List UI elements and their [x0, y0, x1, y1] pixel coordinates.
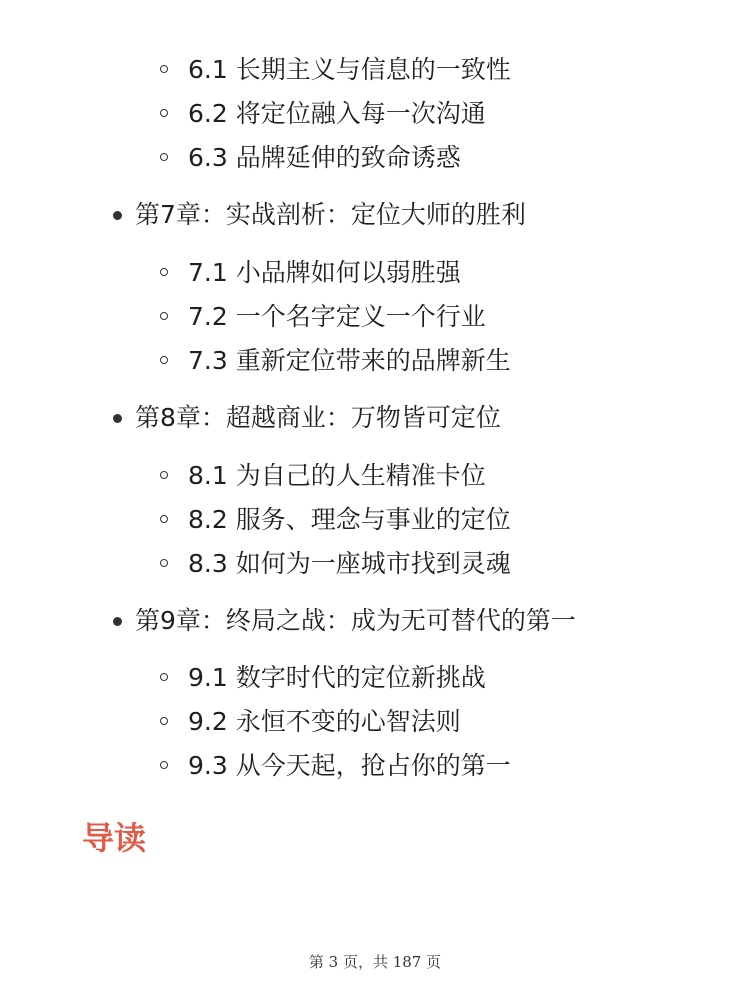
hollow-bullet-icon: [160, 515, 168, 523]
page-number-footer: 第 3 页，共 187 页: [308, 953, 442, 971]
toc-subitem-label: 7.1 小品牌如何以弱胜强: [188, 258, 461, 287]
hollow-bullet-icon: [160, 312, 168, 320]
toc-subitem-label: 7.3 重新定位带来的品牌新生: [188, 346, 511, 375]
toc-subitem-label: 7.2 一个名字定义一个行业: [188, 302, 486, 331]
toc-subitem-label: 6.1 长期主义与信息的一致性: [188, 55, 511, 84]
hollow-bullet-icon: [160, 65, 168, 73]
toc-subitem-label: 8.2 服务、理念与事业的定位: [188, 505, 511, 534]
toc-subitem-label: 9.2 永恒不变的心智法则: [188, 707, 461, 736]
hollow-bullet-icon: [160, 153, 168, 161]
chapter-title: 第8章：超越商业：万物皆可定位: [135, 403, 501, 432]
filled-bullet-icon: [113, 414, 122, 423]
filled-bullet-icon: [113, 617, 122, 626]
hollow-bullet-icon: [160, 471, 168, 479]
toc-subitem-label: 6.3 品牌延伸的致命诱惑: [188, 143, 461, 172]
toc-subitem-label: 6.2 将定位融入每一次沟通: [188, 99, 486, 128]
toc-subitem-label: 9.1 数字时代的定位新挑战: [188, 663, 486, 692]
hollow-bullet-icon: [160, 673, 168, 681]
hollow-bullet-icon: [160, 109, 168, 117]
hollow-bullet-icon: [160, 559, 168, 567]
hollow-bullet-icon: [160, 717, 168, 725]
hollow-bullet-icon: [160, 356, 168, 364]
chapter-title: 第7章：实战剖析：定位大师的胜利: [135, 200, 526, 229]
hollow-bullet-icon: [160, 761, 168, 769]
filled-bullet-icon: [113, 211, 122, 220]
hollow-bullet-icon: [160, 268, 168, 276]
chapter-title: 第9章：终局之战：成为无可替代的第一: [135, 606, 576, 635]
toc-subitem-label: 8.3 如何为一座城市找到灵魂: [188, 549, 511, 578]
section-heading: 导读: [82, 819, 147, 857]
toc-subitem-label: 9.3 从今天起，抢占你的第一: [188, 751, 511, 780]
toc-subitem-label: 8.1 为自己的人生精准卡位: [188, 461, 486, 490]
